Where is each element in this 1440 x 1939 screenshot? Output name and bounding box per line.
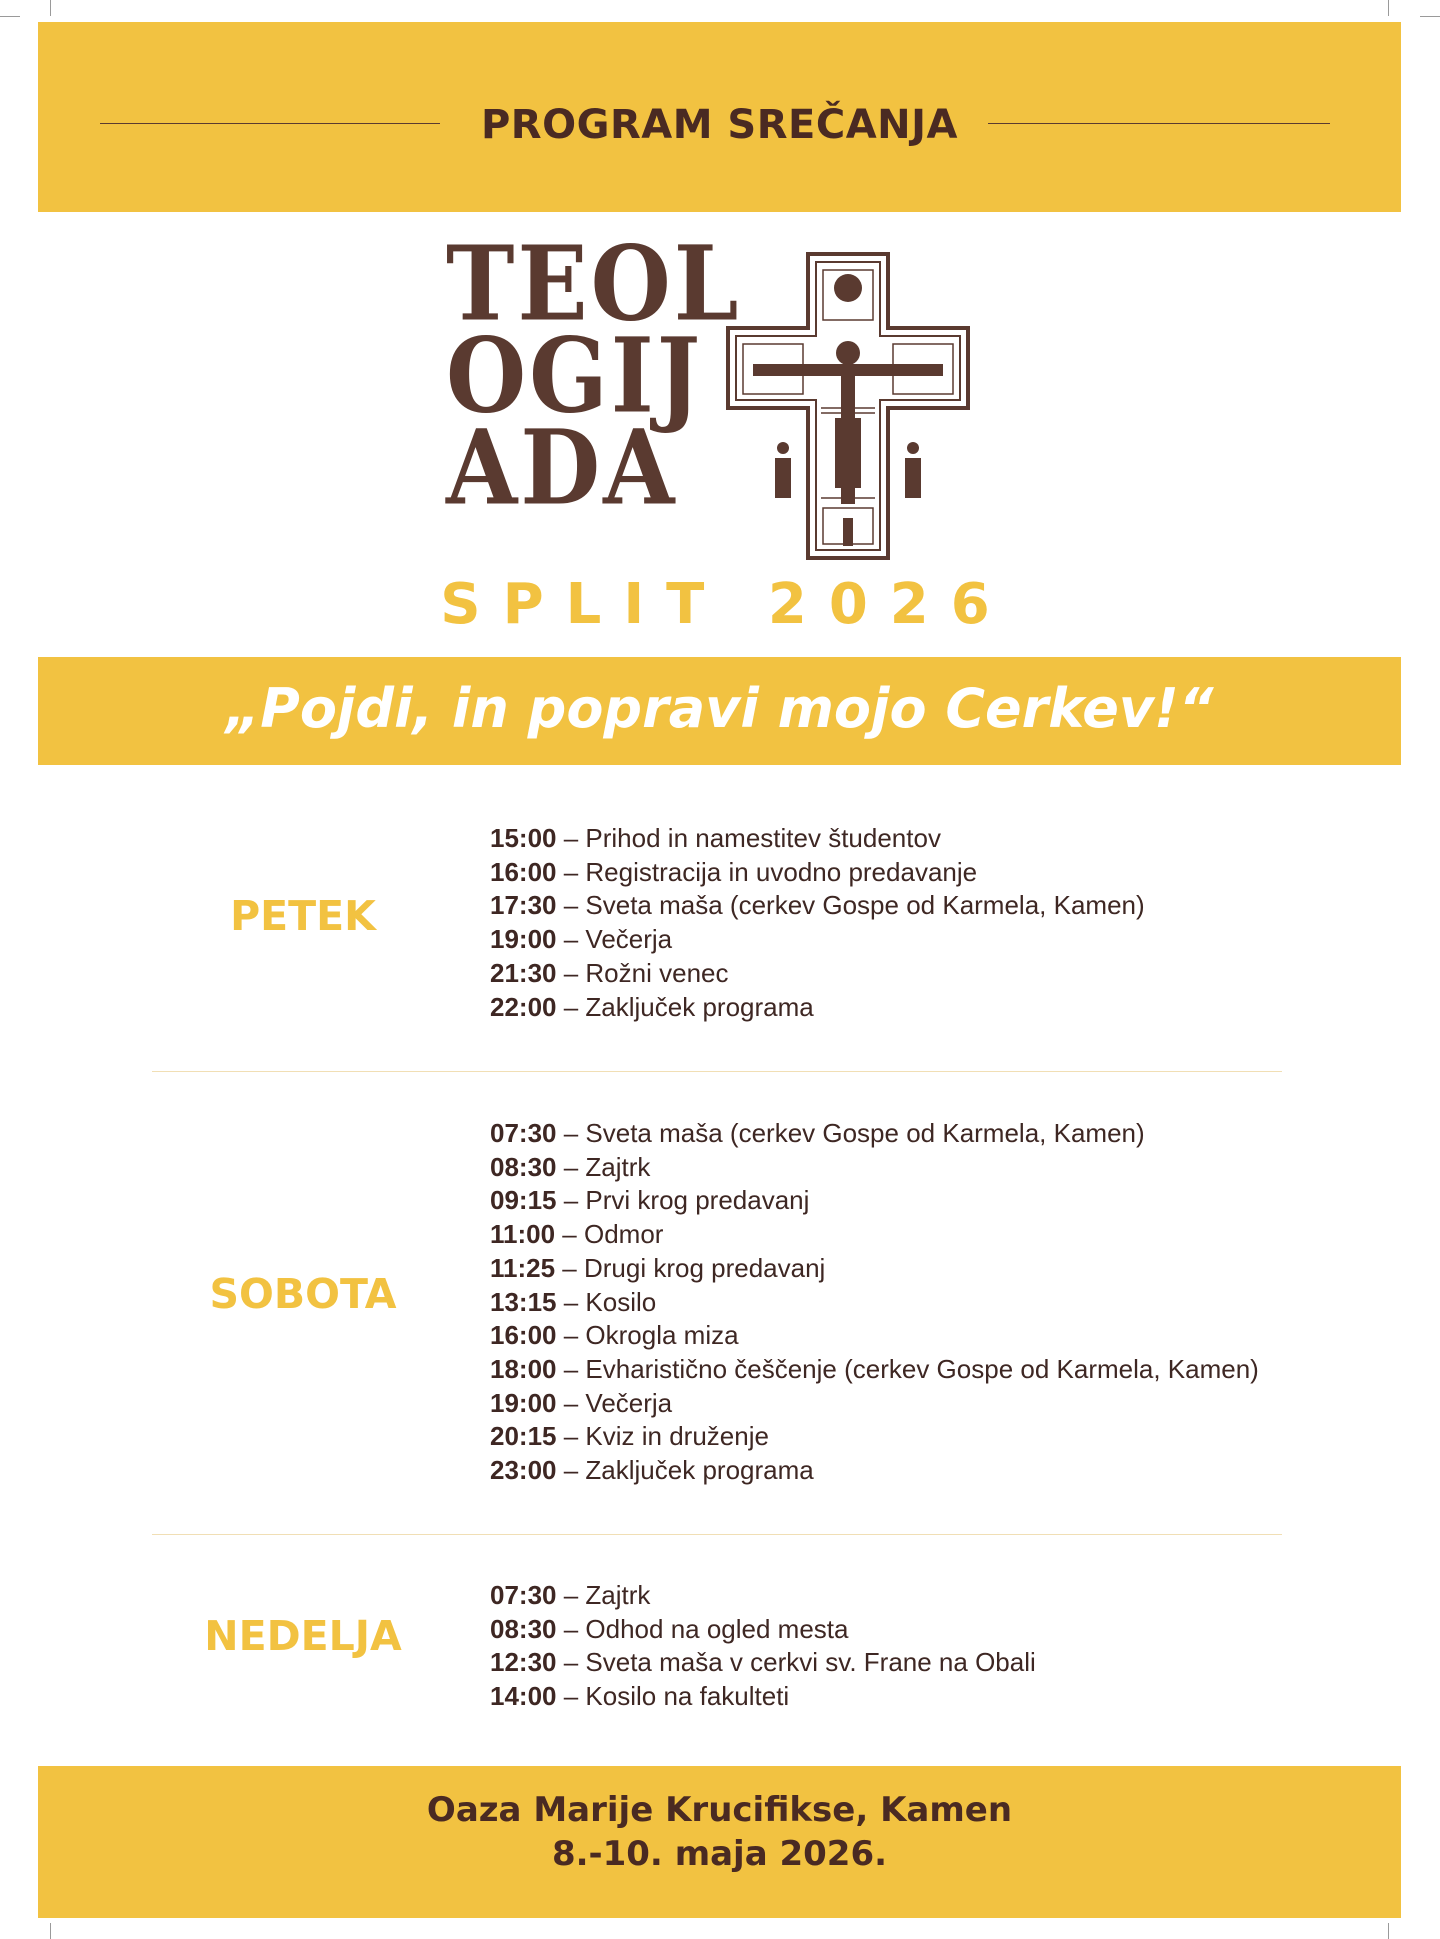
event-text: – Sveta maša (cerkev Gospe od Karmela, Kamen): [556, 1118, 1145, 1148]
event-time: 19:00: [490, 924, 557, 955]
crop-mark: [1388, 1923, 1389, 1939]
crop-mark: [50, 0, 51, 16]
schedule-item: [490, 1387, 1259, 1421]
event-time: 19:00: [490, 1387, 557, 1418]
schedule-item: [490, 1151, 1259, 1185]
logo-line: ADA: [446, 407, 678, 528]
event-text: – Okrogla miza: [556, 1320, 739, 1351]
header-band: [38, 22, 1401, 212]
schedule-item: [490, 923, 1145, 957]
schedule-item: [490, 1680, 1036, 1714]
event-text: – Večerja: [556, 1387, 673, 1418]
event-time: 20:15: [490, 1421, 557, 1452]
event-text: – Drugi krog predavanj: [555, 1252, 826, 1283]
event-time: 16:00: [490, 1320, 557, 1351]
event-text: – Odhod na ogled mesta: [556, 1613, 849, 1644]
schedule-list-sobota: [490, 1117, 1259, 1488]
crop-mark: [1388, 0, 1389, 16]
logo-line: TEOL: [446, 223, 742, 344]
schedule-item: [490, 1613, 1036, 1647]
section-divider: [152, 1071, 1282, 1072]
footer-dates: 8.-10. maja 2026.: [551, 1834, 888, 1874]
schedule-item: [490, 1579, 1036, 1613]
event-time: 18:00: [490, 1353, 557, 1384]
event-text: – Evharistično češčenje (cerkev Gospe od Karmela, Kamen): [556, 1353, 1259, 1384]
event-time: 21:30: [490, 957, 557, 988]
event-time: 15:00: [490, 823, 557, 853]
footer-venue: Oaza Marije Krucifikse, Kamen: [426, 1790, 1013, 1830]
event-text: – Rožni venec: [556, 957, 729, 988]
san-damiano-crucifix-icon: [723, 248, 973, 568]
event-text: – Sveta maša v cerkvi sv. Frane na Obali: [556, 1647, 1036, 1678]
schedule-item: [490, 1353, 1259, 1387]
event-text: – Prihod in namestitev študentov: [556, 823, 941, 853]
footer-band: [38, 1766, 1401, 1918]
event-time: 23:00: [490, 1455, 557, 1486]
crop-mark: [50, 1923, 51, 1939]
crop-mark: [1420, 16, 1440, 17]
event-text: – Sveta maša (cerkev Gospe od Karmela, Kamen): [556, 890, 1145, 921]
motto-band: [38, 657, 1401, 765]
day-label-nedelja: NEDELJA: [204, 1612, 402, 1660]
schedule-item: [490, 1454, 1259, 1488]
event-text: – Kviz in druženje: [556, 1421, 769, 1452]
schedule-item: [490, 889, 1145, 923]
event-text: – Večerja: [556, 924, 673, 955]
schedule-item: [490, 957, 1145, 991]
logo-line: OGIJ: [446, 315, 704, 436]
event-time: 17:30: [490, 890, 557, 921]
section-divider: [152, 1534, 1282, 1535]
event-time: 16:00: [490, 856, 557, 887]
event-text: – Kosilo: [556, 1286, 657, 1317]
crop-mark: [0, 16, 20, 17]
logo-subtitle: SPLIT 2026: [440, 572, 1012, 637]
event-text: – Registracija in uvodno predavanje: [556, 856, 978, 887]
schedule-list-petek: [490, 822, 1145, 1024]
event-time: 07:30: [490, 1118, 557, 1148]
event-time: 08:30: [490, 1151, 557, 1182]
schedule-item: [490, 1252, 1259, 1286]
event-time: 14:00: [490, 1681, 557, 1712]
event-text: – Kosilo na fakulteti: [556, 1681, 790, 1712]
event-text: – Zajtrk: [556, 1151, 651, 1182]
schedule-item: [490, 1184, 1259, 1218]
schedule-item: [490, 1286, 1259, 1320]
day-label-sobota: SOBOTA: [209, 1270, 397, 1318]
event-text: – Prvi krog predavanj: [556, 1185, 810, 1216]
schedule-item: [490, 1420, 1259, 1454]
page-title: PROGRAM SREČANJA: [480, 102, 958, 148]
schedule-item: [490, 1218, 1259, 1252]
day-label-petek: PETEK: [230, 892, 376, 940]
logo-wordmark: [446, 223, 746, 528]
schedule-item: [490, 1319, 1259, 1353]
schedule-item: [490, 856, 1145, 890]
event-time: 22:00: [490, 991, 557, 1022]
event-time: 09:15: [490, 1185, 557, 1216]
event-text: – Zaključek programa: [556, 1455, 814, 1486]
event-time: 13:15: [490, 1286, 557, 1317]
event-text: – Zajtrk: [556, 1580, 651, 1610]
schedule-list-nedelja: [490, 1579, 1036, 1714]
event-text: – Zaključek programa: [556, 991, 814, 1022]
event-time: 12:30: [490, 1647, 557, 1678]
event-text: – Odmor: [555, 1219, 664, 1250]
schedule-item: [490, 991, 1145, 1025]
motto-text: „Pojdi, in popravi mojo Cerkev!“: [225, 677, 1214, 740]
header-rule-right: [988, 123, 1330, 124]
schedule-item: [490, 1646, 1036, 1680]
event-time: 07:30: [490, 1580, 557, 1610]
event-time: 11:25: [490, 1252, 556, 1283]
schedule-item: [490, 1117, 1259, 1151]
event-time: 11:00: [490, 1219, 556, 1250]
event-time: 08:30: [490, 1613, 557, 1644]
schedule-item: [490, 822, 1145, 856]
